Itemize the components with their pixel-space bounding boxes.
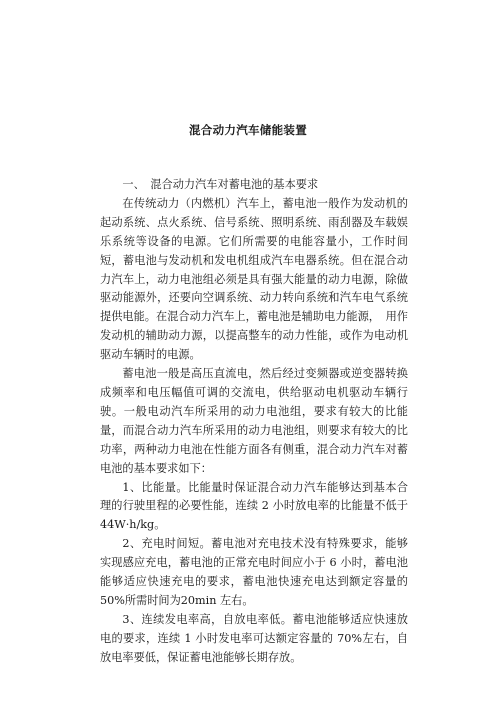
document-title: 混合动力汽车储能装置 [189,123,307,137]
paragraph-battery-conversion: 蓄电池一般是高压直流电，然后经过变频器或逆变器转换成频率和电压幅值可调的交流电，供给驱动电机驱动车辆行驶。一般电动汽车所采用的动力电池组，要求有较大的比能量，而混合动力汽车所采用的动力电池组，则要求有较大的比功率，两种动力电池在性能方面各有侧重，混合动力汽车对蓄电池的基本要求如下： [100,367,408,475]
document-body [100,176,408,668]
paragraph-traditional-vs-hybrid: 在传统动力（内燃机）汽车上，蓄电池一般作为发动机的起动系统、点火系统、信号系统、照明系统、雨刮器及车载娱乐系统等设备的电源。它们所需要的电能容量小，工作时间短，蓄电池与发动机和发电机组成汽车电器系统。但在混合动力汽车上，动力电池组必须是具有强大能量的动力电源，除做驱动能源外，还要向空调系统、动力转向系统和汽车电气系统提供电能。在混合动力汽车上，蓄电池是辅助电力能源， 用作发动机的辅助动力源，以提高整车的动力性能，或作为电动机驱动车辆时的电源。 [100,196,408,362]
section-heading: 一、 混合动力汽车对蓄电池的基本要求 [122,178,319,191]
paragraph-requirement-specific-energy: 1、比能量。比能量时保证混合动力汽车能够达到基本合理的行驶里程的必要性能，连续 2 小时放电率的比能量不低于 44W·h/kg。 [100,480,408,532]
paragraph-requirement-discharge-rate: 3、连续发电率高，自放电率低。蓄电池能够适应快速放电的要求，连续 1 小时发电率可达额定容量的 70%左右，自放电率要低，保证蓄电池能够长期存放。 [100,612,408,664]
paragraph-requirement-charging-time: 2、充电时间短。蓄电池对充电技术没有特殊要求，能够实现感应充电，蓄电池的正常充电时间应小于 6 小时，蓄电池能够适应快速充电的要求，蓄电池快速充电达到额定容量的 50%所需时间为20min 左右。 [100,537,408,607]
